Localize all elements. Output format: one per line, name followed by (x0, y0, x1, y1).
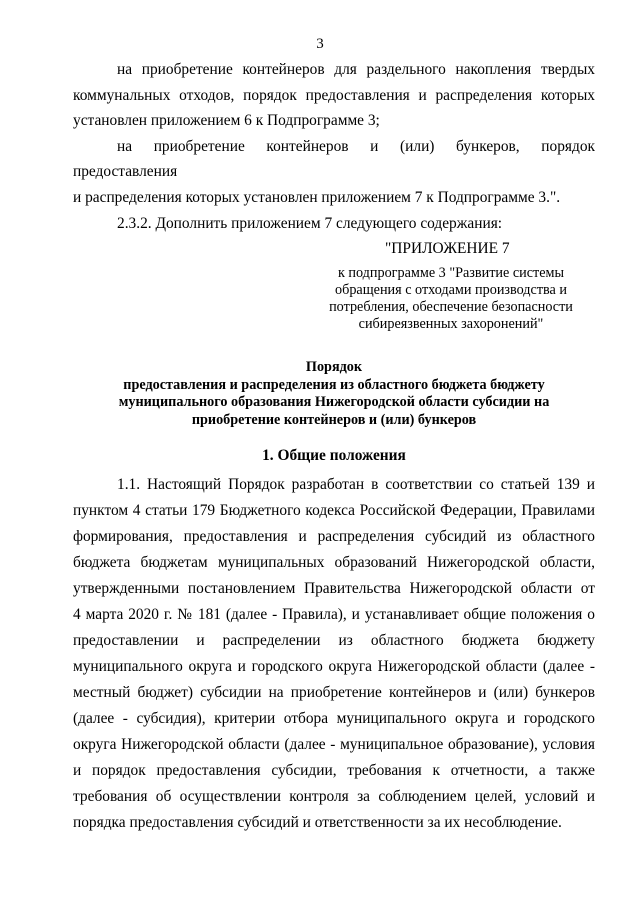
clause-1-1 (73, 472, 595, 836)
clause-line: формирования, предоставления и распределения субсидий из областного (73, 528, 595, 546)
intro-line: на приобретение контейнеров для раздельного накопления твердых (117, 61, 595, 78)
order-title-line: предоставления и распределения из областного бюджета бюджету (123, 376, 545, 393)
order-title-line: приобретение контейнеров и (или) бункеров (191, 411, 477, 428)
section-heading: 1. Общие положения (262, 447, 406, 465)
appendix-caption-line: сибиреязвенных захоронений" (358, 316, 544, 333)
order-title-line: муниципального образования Нижегородской области субсидии на (118, 394, 550, 411)
order-title (73, 359, 595, 429)
clause-line: (далее - субсидия), критерии отбора муниципального округа и городского (73, 710, 595, 728)
clause-line: 4 марта 2020 г. № 181 (далее - Правила), и устанавливает общие положения о (73, 606, 595, 624)
appendix-caption-line: к подпрограмме 3 "Развитие системы (337, 265, 565, 282)
intro-line: и распределения которых установлен приложением 7 к Подпрограмме 3.". (73, 188, 561, 206)
intro-line: 2.3.2. Дополнить приложением 7 следующего содержания: (117, 214, 503, 232)
appendix-caption-line: потребления, обеспечение безопасности (329, 299, 573, 316)
clause-line: требования об осуществлении контроля за соблюдением целей, условий и (73, 788, 595, 806)
intro-line: коммунальных отходов, порядок предоставления и распределения которых (73, 86, 595, 104)
clause-line: и порядок предоставления субсидии, требования к отчетности, а также (73, 762, 595, 780)
appendix-title: "ПРИЛОЖЕНИЕ 7 (385, 240, 510, 258)
page-number: 3 (316, 36, 324, 52)
order-title-line: Порядок (305, 359, 363, 376)
clause-line: утвержденными постановлением Правительства Нижегородской области от (73, 580, 595, 598)
appendix-caption-line: обращения с отходами производства и (335, 282, 567, 299)
clause-line: предоставлении и распределении из областного бюджета бюджету (73, 632, 595, 650)
clause-line: порядка предоставления субсидий и ответственности за их несоблюдение. (73, 814, 562, 832)
intro-line: установлен приложением 6 к Подпрограмме 3; (73, 112, 380, 130)
clause-line: бюджета бюджетам муниципальных образований Нижегородской области, (73, 554, 595, 572)
intro-line: на приобретение контейнеров и (или) бункеров, порядок предоставления (73, 137, 595, 181)
clause-line: местный бюджет) субсидии на приобретение контейнеров и (или) бункеров (73, 684, 595, 702)
appendix-caption (305, 265, 597, 333)
clause-line: пунктом 4 статьи 179 Бюджетного кодекса Российской Федерации, Правилами (73, 502, 595, 520)
document-body (73, 57, 595, 836)
clause-line: муниципального округа и городского округа Нижегородской области (далее - (73, 658, 595, 676)
clause-line: округа Нижегородской области (далее - муниципальное образование), условия (73, 736, 595, 754)
clause-line: 1.1. Настоящий Порядок разработан в соответствии со статьей 139 и (117, 476, 595, 494)
